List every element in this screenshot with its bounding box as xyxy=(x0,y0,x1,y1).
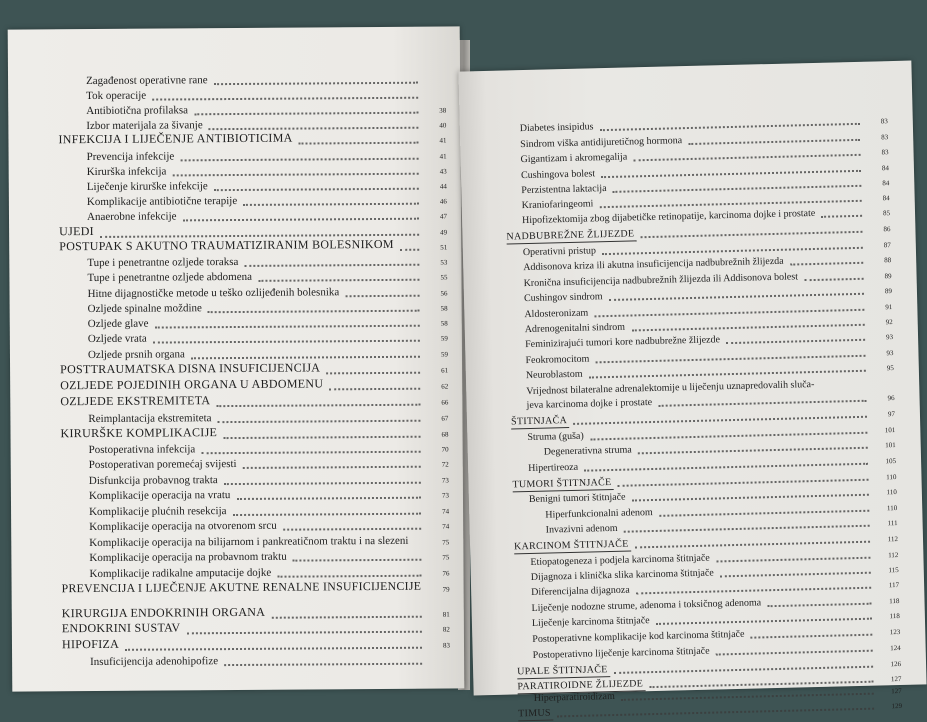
toc-entry-title: Diabetes insipidus xyxy=(520,121,594,134)
toc-page-number: 123 xyxy=(876,628,900,637)
toc-entry-title: POSTTRAUMATSKA DISNA INSUFICIJENCIJA xyxy=(60,360,320,377)
toc-leader-dots xyxy=(243,201,419,206)
toc-page-number: 72 xyxy=(425,461,449,469)
toc-leader-dots xyxy=(821,213,862,218)
toc-leader-dots xyxy=(218,418,421,423)
toc-leader-dots xyxy=(152,95,418,101)
toc-entry-title: Postoperativna infekcija xyxy=(89,443,196,456)
toc-page-number: 41 xyxy=(423,153,447,161)
toc-entry-title: TUMORI ŠTITNJAČE xyxy=(512,477,611,490)
toc-page-number: 124 xyxy=(877,644,901,653)
toc-entry-title: Kronična insuficijencija nadbubrežnih žlijezda ili Addisonova bolest xyxy=(524,271,799,289)
toc-page-number: 111 xyxy=(874,519,898,528)
toc-page-number: 97 xyxy=(871,410,895,419)
toc-entry-title: Liječenje kirurške infekcije xyxy=(87,180,208,193)
toc-page-number: 62 xyxy=(424,383,448,391)
toc-page-number: 75 xyxy=(425,554,449,562)
toc-leader-dots xyxy=(209,125,419,130)
toc-leader-dots xyxy=(236,495,421,500)
toc-page-number: 118 xyxy=(876,612,900,621)
toc-page-number: 61 xyxy=(424,367,448,375)
toc-entry-title: OZLJEDE EKSTREMITETA xyxy=(60,393,210,409)
toc-entry-title: Benigni tumori štitnjače xyxy=(529,492,626,505)
toc-page-number: 110 xyxy=(873,504,897,513)
toc-entry-title: Liječenje nodozne strume, adenoma i toksičnog adenoma xyxy=(531,597,761,614)
toc-entry-title: Degenerativna struma xyxy=(544,445,632,458)
toc-entry-title: UPALE ŠTITNJAČE xyxy=(517,664,608,677)
toc-entry-title: Etiopatogeneza i podjela karcinoma štitnjače xyxy=(530,553,710,568)
toc-entry-title: UJEDI xyxy=(59,224,94,239)
toc-page-number: 38 xyxy=(422,107,446,115)
toc-entry-title: Aldosteronizam xyxy=(524,308,588,321)
toc-leader-dots xyxy=(155,323,420,329)
toc-page-number: 86 xyxy=(866,225,890,234)
toc-entry-title: Ozljede spinalne moždine xyxy=(88,302,202,315)
toc-page-number: 92 xyxy=(869,318,893,327)
toc-page-number: 41 xyxy=(422,137,446,145)
toc-leader-dots xyxy=(345,293,419,298)
toc-entry-title: Struma (guša) xyxy=(527,431,584,443)
toc-page-number: 93 xyxy=(869,349,893,358)
toc-leader-dots xyxy=(201,449,420,455)
toc-page-number: 83 xyxy=(426,642,450,650)
toc-page-number: 74 xyxy=(425,523,449,531)
toc-entry-title: Ozljede prsnih organa xyxy=(88,348,185,361)
toc-leader-dots xyxy=(208,308,420,313)
toc-leader-dots xyxy=(804,276,864,281)
toc-page-number: 83 xyxy=(864,117,888,126)
toc-entry-title: Neuroblastom xyxy=(526,369,583,381)
toc-entry-prevencija-i-lijecenje-akutne-renalne-in xyxy=(12,579,464,598)
toc-leader-dots xyxy=(751,632,873,639)
toc-leader-dots xyxy=(400,247,419,251)
toc-page-number: 112 xyxy=(874,535,898,544)
toc-entry-title: Anaerobne infekcije xyxy=(87,210,177,223)
toc-entry-title: Cushingov sindrom xyxy=(524,291,603,304)
toc-entry-title: Ozljede glave xyxy=(88,318,149,330)
toc-entry-title: Antibiotična profilaksa xyxy=(86,104,188,117)
toc-entry-title: PREVENCIJA I LIJEČENJE AKUTNE RENALNE INSUFICIJENCIJE xyxy=(62,579,422,597)
toc-page-number: 68 xyxy=(425,431,449,439)
toc-page-number: 117 xyxy=(875,581,899,590)
toc-page-number: 73 xyxy=(425,477,449,485)
toc-page-number: 101 xyxy=(871,426,895,435)
toc-entry-title: Hiperparatiroidizam xyxy=(534,691,615,704)
toc-entry-title: Insuficijencija adenohipofize xyxy=(90,655,218,668)
left-page xyxy=(8,26,465,691)
toc-entry-title: Kraniofaringeomi xyxy=(522,198,594,211)
toc-page-number: 56 xyxy=(424,290,448,298)
toc-page-number: 79 xyxy=(426,586,450,594)
toc-page-number: 129 xyxy=(878,702,902,711)
toc-page-number: 105 xyxy=(872,457,896,466)
toc-page-number: 89 xyxy=(868,287,892,296)
toc-page-number: 127 xyxy=(878,687,902,696)
right-table-of-contents xyxy=(458,61,926,696)
toc-entry-title: jeva karcinoma dojke i prostate xyxy=(526,397,652,411)
toc-leader-dots xyxy=(271,614,421,619)
toc-entry-title: Postoperativan poremećaj svijesti xyxy=(89,458,237,471)
toc-leader-dots xyxy=(277,573,421,578)
toc-leader-dots xyxy=(283,526,421,531)
toc-leader-dots xyxy=(293,557,422,562)
toc-leader-dots xyxy=(191,354,420,360)
toc-page-number: 112 xyxy=(874,551,898,560)
toc-leader-dots xyxy=(557,706,874,718)
toc-page-number: 76 xyxy=(425,570,449,578)
toc-entry-title: Liječenje karcinoma štitnjače xyxy=(532,615,650,629)
section-underline xyxy=(518,720,553,722)
toc-page-number: 110 xyxy=(873,488,897,497)
toc-entry-title: Tok operacije xyxy=(86,90,146,102)
toc-entry-title: PARATIROIDNE ŽLIJEZDE xyxy=(517,678,643,692)
toc-page-number: 127 xyxy=(877,675,901,684)
toc-entry-title: Izbor materijala za šivanje xyxy=(86,119,202,132)
toc-leader-dots xyxy=(223,434,420,439)
toc-page-number: 83 xyxy=(864,148,888,157)
toc-entry-title: Tupe i penetrantne ozljede toraksa xyxy=(87,256,238,269)
toc-leader-dots xyxy=(172,171,418,177)
toc-page-number: 95 xyxy=(870,364,894,373)
toc-leader-dots xyxy=(224,480,421,485)
toc-entry-title: Hipertireoza xyxy=(528,462,578,474)
left-table-of-contents xyxy=(8,26,465,691)
toc-page-number: 110 xyxy=(872,473,896,482)
toc-leader-dots xyxy=(216,402,420,407)
toc-entry-title: Hipofizektomija zbog dijabetičke retinopatije, karcinoma dojke i prostate xyxy=(522,208,815,226)
toc-leader-dots xyxy=(726,337,865,344)
toc-page-number: 46 xyxy=(423,198,447,206)
toc-entry-title: Tupe i penetrantne ozljede abdomena xyxy=(87,271,252,284)
toc-entry-title: Vrijednost bilateralne adrenalektomije u liječenju uznapredovalih sluča- xyxy=(526,379,814,397)
toc-entry-title: INFEKCIJA I LIJEČENJE ANTIBIOTICIMA xyxy=(58,131,292,148)
toc-entry-title: KARCINOM ŠTITNJAČE xyxy=(514,539,629,553)
toc-page-number: 43 xyxy=(423,168,447,176)
toc-entry-title: Gigantizam i akromegalija xyxy=(520,152,627,166)
toc-page-number: 59 xyxy=(424,351,448,359)
toc-page-number: 59 xyxy=(424,335,448,343)
toc-entry-title: POSTUPAK S AKUTNO TRAUMATIZIRANIM BOLESNIKOM xyxy=(59,237,394,254)
toc-page-number: 126 xyxy=(877,660,901,669)
toc-page-number: 115 xyxy=(875,566,899,575)
toc-page-number: 67 xyxy=(424,415,448,423)
toc-page-number: 84 xyxy=(865,164,889,173)
toc-entry-title: Cushingova bolest xyxy=(521,168,595,181)
toc-leader-dots xyxy=(153,338,420,344)
toc-leader-dots xyxy=(299,140,419,145)
toc-page-number: 73 xyxy=(425,492,449,500)
toc-page-number: 84 xyxy=(866,194,890,203)
toc-entry-title: ŠTITNJAČA xyxy=(511,415,567,427)
toc-page-number: 82 xyxy=(426,626,450,634)
toc-page-number: 89 xyxy=(867,272,891,281)
toc-entry-title: Perzistentna laktacija xyxy=(521,183,606,196)
toc-page-number: 49 xyxy=(423,229,447,237)
toc-page-number: 51 xyxy=(423,244,447,252)
toc-leader-dots xyxy=(243,464,421,469)
toc-page-number: 83 xyxy=(864,133,888,142)
toc-entry-title: Postoperativno liječenje karcinoma štitnjače xyxy=(533,646,710,661)
toc-entry-title: Komplikacije operacija na otvorenom srcu xyxy=(89,520,277,533)
toc-entry-title: NADBUBREŽNE ŽLIJEZDE xyxy=(506,228,634,242)
toc-leader-dots xyxy=(183,216,419,222)
toc-leader-dots xyxy=(326,370,420,375)
toc-entry-title: Komplikacije antibiotične terapije xyxy=(87,195,237,208)
toc-page-number: 74 xyxy=(425,508,449,516)
toc-entry-title: Kirurška infekcija xyxy=(87,165,167,178)
toc-leader-dots xyxy=(224,661,422,666)
toc-page-number: 58 xyxy=(424,305,448,313)
toc-leader-dots xyxy=(790,260,863,266)
toc-entry-title: Komplikacije operacija na vratu xyxy=(89,489,231,502)
toc-leader-dots xyxy=(245,262,420,267)
toc-entry-title: Komplikacije operacija na probavnom traktu xyxy=(89,551,286,564)
toc-entry-title: Prevencija infekcije xyxy=(87,150,175,163)
toc-leader-dots xyxy=(329,386,420,391)
toc-entry-title: Zagađenost operativne rane xyxy=(86,74,208,87)
toc-page-number: 40 xyxy=(422,122,446,130)
toc-page-number: 66 xyxy=(424,399,448,407)
toc-page-number: 81 xyxy=(426,611,450,619)
toc-entry-title: Adrenogenitalni sindrom xyxy=(525,322,626,335)
toc-entry-insuficijencija-adenohipofize xyxy=(12,651,464,670)
toc-entry-title: Feokromocitom xyxy=(525,354,589,367)
toc-page-number: 87 xyxy=(867,241,891,250)
toc-leader-dots xyxy=(194,110,418,116)
toc-leader-dots xyxy=(233,511,421,516)
toc-entry-title: Sindrom viška antidijuretičnog hormona xyxy=(520,135,682,150)
toc-leader-dots xyxy=(125,645,422,651)
toc-page-number: 91 xyxy=(868,303,892,312)
toc-entry-title: Feminizirajući tumori kore nadbubrežne žlijezde xyxy=(525,334,720,350)
toc-entry-title: Hiperfunkcionalni adenom xyxy=(545,507,653,521)
toc-entry-title: Addisonova kriza ili akutna insuficijencija nadbubrežnih žlijezda xyxy=(523,256,784,273)
toc-entry-title: KIRURŠKE KOMPLIKACIJE xyxy=(60,425,217,441)
toc-entry-title: TIMUS xyxy=(518,708,551,720)
toc-leader-dots xyxy=(180,156,418,162)
toc-entry-title: Postoperativne komplikacije kod karcinoma štitnjače xyxy=(532,629,744,645)
toc-entry-title: Diferencijalna dijagnoza xyxy=(531,585,630,598)
toc-page-number: 84 xyxy=(865,179,889,188)
toc-page-number: 47 xyxy=(423,213,447,221)
toc-entry-title: Hitne dijagnostičke metode u teško ozlijeđenih bolesnika xyxy=(88,286,340,300)
toc-page-number: 53 xyxy=(423,259,447,267)
toc-leader-dots xyxy=(214,186,419,191)
toc-entry-title: Komplikacije operacija na bilijarnom i pankreatičnom traktu i na slezeni xyxy=(89,535,408,549)
toc-entry-title: Invazivni adenom xyxy=(546,523,618,536)
toc-page-number: 75 xyxy=(425,539,449,547)
toc-entry-title: OZLJEDE POJEDINIH ORGANA U ABDOMENU xyxy=(60,376,323,393)
toc-page-number: 85 xyxy=(866,209,890,218)
toc-leader-dots xyxy=(258,277,419,282)
toc-page-number: 88 xyxy=(867,256,891,265)
toc-entry-title: KIRURGIJA ENDOKRINIH ORGANA xyxy=(62,605,266,621)
toc-page-number: 101 xyxy=(872,441,896,450)
toc-page-number: 55 xyxy=(423,274,447,282)
toc-page-number: 70 xyxy=(425,446,449,454)
toc-entry-title: ENDOKRINI SUSTAV xyxy=(62,620,181,636)
toc-entry-title: Operativni pristup xyxy=(523,245,596,258)
toc-entry-title: Ozljede vrata xyxy=(88,333,147,345)
toc-page-number: 96 xyxy=(870,394,894,403)
toc-entry-title: Komplikacije plućnih resekcija xyxy=(89,505,227,518)
toc-entry-title: Disfunkcija probavnog trakta xyxy=(89,474,218,487)
right-page xyxy=(458,61,926,696)
toc-page-number: 93 xyxy=(869,333,893,342)
toc-entry-title: HIPOFIZA xyxy=(62,637,119,652)
toc-entry-title: Komplikacije radikalne amputacije dojke xyxy=(89,567,271,580)
toc-leader-dots xyxy=(214,80,418,85)
toc-leader-dots xyxy=(187,629,422,635)
toc-entry-title: Dijagnoza i klinička slika karcinoma štitnjače xyxy=(531,568,714,583)
toc-page-number: 44 xyxy=(423,183,447,191)
toc-page-number: 118 xyxy=(875,597,899,606)
toc-entry-title: Reimplantacija ekstremiteta xyxy=(88,412,211,425)
toc-page-number: 58 xyxy=(424,320,448,328)
